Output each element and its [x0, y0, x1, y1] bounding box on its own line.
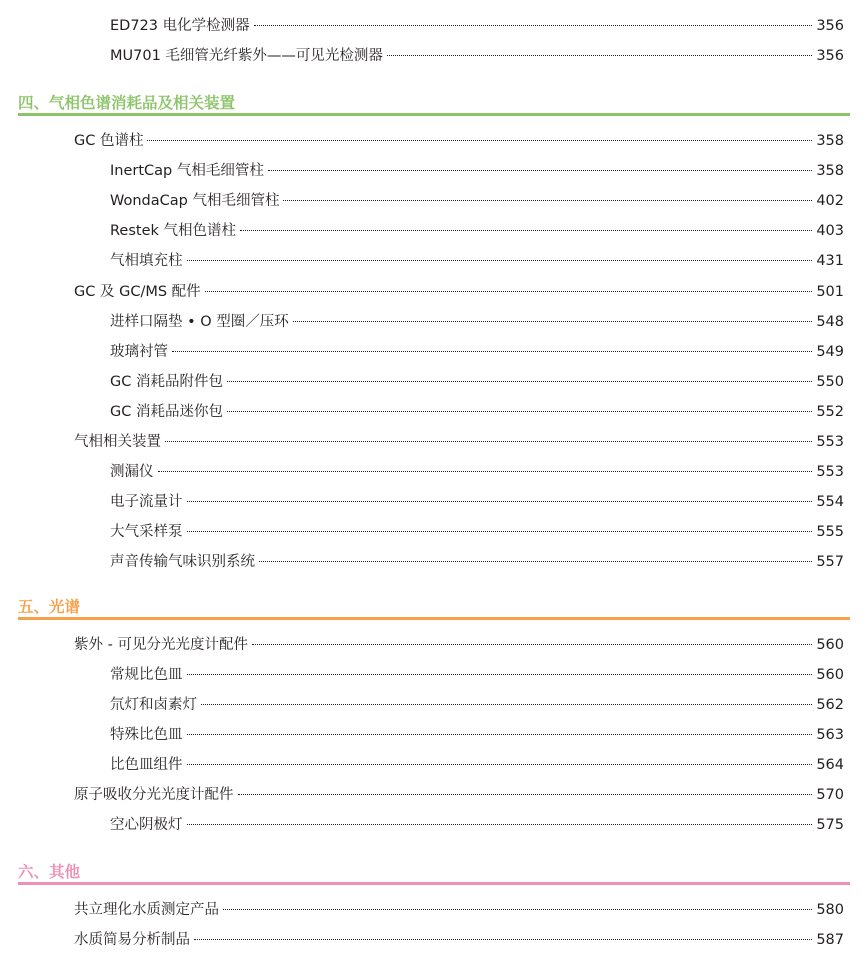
toc-entry-label: 空心阴极灯: [110, 817, 183, 833]
dot-leader: [387, 55, 812, 56]
toc-page-number: 554: [816, 494, 844, 510]
toc-page-number: 560: [816, 637, 844, 653]
section-rule: [18, 113, 850, 116]
toc-entry[interactable]: [74, 432, 844, 452]
toc-entry[interactable]: [110, 161, 844, 181]
dot-leader: [259, 561, 812, 562]
toc-entry[interactable]: [110, 522, 844, 542]
section-heading-four: [18, 92, 850, 116]
toc-entry[interactable]: [74, 282, 844, 302]
toc-entry-label: 声音传输气味识别系统: [110, 554, 255, 570]
toc-entry-label: 气相填充柱: [110, 253, 183, 269]
toc-page-number: 356: [816, 48, 844, 64]
dot-leader: [201, 704, 812, 705]
dot-leader: [158, 471, 813, 472]
toc-entry[interactable]: [74, 785, 844, 805]
dot-leader: [268, 170, 812, 171]
toc-entry-label: 特殊比色皿: [110, 727, 183, 743]
toc-page-number: 570: [816, 787, 844, 803]
toc-page-number: 575: [816, 817, 844, 833]
toc-entry-label: 氘灯和卤素灯: [110, 697, 197, 713]
toc-page-number: 587: [816, 932, 844, 948]
toc-entry-label: Restek 气相色谱柱: [110, 223, 237, 239]
section-title: 四、气相色谱消耗品及相关装置: [18, 94, 236, 112]
dot-leader: [147, 140, 812, 141]
toc-entry-label: InertCap 气相毛细管柱: [110, 163, 264, 179]
toc-entry-label: ED723 电化学检测器: [110, 18, 250, 34]
toc-entry-label: GC 及 GC/MS 配件: [74, 284, 201, 300]
toc-page-number: 555: [816, 524, 844, 540]
dot-leader: [254, 25, 813, 26]
toc-entry-label: 常规比色皿: [110, 667, 183, 683]
toc-page-number: 562: [816, 697, 844, 713]
toc-entry[interactable]: [110, 251, 844, 271]
toc-entry[interactable]: [110, 221, 844, 241]
toc-page-number: 548: [816, 314, 844, 330]
dot-leader: [187, 260, 813, 261]
toc-entry[interactable]: [110, 402, 844, 422]
toc-entry[interactable]: [74, 131, 844, 151]
dot-leader: [252, 644, 812, 645]
toc-page-number: 553: [816, 434, 844, 450]
toc-entry-label: MU701 毛细管光纤紫外——可见光检测器: [110, 48, 383, 64]
toc-entry[interactable]: [110, 191, 844, 211]
dot-leader: [223, 909, 812, 910]
section-rule: [18, 882, 850, 885]
toc-entry[interactable]: [74, 635, 844, 655]
toc-page-number: 560: [816, 667, 844, 683]
dot-leader: [227, 411, 812, 412]
toc-entry[interactable]: [110, 462, 844, 482]
toc-page-number: 549: [816, 344, 844, 360]
toc-entry[interactable]: [110, 695, 844, 715]
toc-entry-label: GC 消耗品附件包: [110, 374, 223, 390]
toc-entry-label: 紫外 - 可见分光光度计配件: [74, 637, 248, 653]
toc-entry[interactable]: [110, 552, 844, 572]
dot-leader: [227, 381, 812, 382]
toc-entry-label: 玻璃衬管: [110, 344, 168, 360]
toc-entry[interactable]: [110, 755, 844, 775]
toc-page-number: 550: [816, 374, 844, 390]
dot-leader: [187, 501, 813, 502]
toc-page-number: 402: [816, 193, 844, 209]
toc-page-number: 356: [816, 18, 844, 34]
dot-leader: [283, 200, 812, 201]
toc-page-number: 501: [816, 284, 844, 300]
dot-leader: [165, 441, 812, 442]
dot-leader: [194, 939, 812, 940]
toc-page-number: 557: [816, 554, 844, 570]
toc-entry-label: 测漏仪: [110, 464, 154, 480]
toc-entry-label: 气相相关装置: [74, 434, 161, 450]
toc-entry-label: 大气采样泵: [110, 524, 183, 540]
dot-leader: [187, 674, 813, 675]
toc-entry[interactable]: [74, 930, 844, 950]
section-heading-six: [18, 861, 850, 885]
toc-entry[interactable]: [74, 900, 844, 920]
toc-page-number: 553: [816, 464, 844, 480]
toc-page-number: 403: [816, 223, 844, 239]
toc-entry-label: 比色皿组件: [110, 757, 183, 773]
toc-entry[interactable]: [110, 492, 844, 512]
section-heading-five: [18, 596, 850, 620]
dot-leader: [293, 321, 813, 322]
toc-entry[interactable]: [110, 665, 844, 685]
toc-entry[interactable]: [110, 46, 844, 66]
dot-leader: [205, 291, 813, 292]
toc-entry[interactable]: [110, 342, 844, 362]
toc-entry-label: 水质简易分析制品: [74, 932, 190, 948]
dot-leader: [172, 351, 812, 352]
toc-page-number: 580: [816, 902, 844, 918]
dot-leader: [187, 824, 813, 825]
dot-leader: [238, 794, 813, 795]
toc-entry-label: WondaCap 气相毛细管柱: [110, 193, 280, 209]
toc-entry-label: 原子吸收分光光度计配件: [74, 787, 234, 803]
toc-entry-label: GC 消耗品迷你包: [110, 404, 223, 420]
dot-leader: [187, 531, 813, 532]
toc-page-number: 564: [816, 757, 844, 773]
section-rule: [18, 617, 850, 620]
toc-page-number: 358: [816, 133, 844, 149]
toc-entry-label: GC 色谱柱: [74, 133, 144, 149]
toc-entry-label: 电子流量计: [110, 494, 183, 510]
dot-leader: [187, 734, 813, 735]
section-title: 六、其他: [18, 863, 81, 881]
toc-entry[interactable]: [110, 312, 844, 332]
toc-page-number: 431: [816, 253, 844, 269]
toc-entry-label: 进样口隔垫 • O 型圈／压环: [110, 314, 289, 330]
dot-leader: [240, 230, 812, 231]
toc-entry[interactable]: [110, 725, 844, 745]
toc-entry[interactable]: [110, 16, 844, 36]
toc-page-number: 563: [816, 727, 844, 743]
toc-page-number: 358: [816, 163, 844, 179]
section-title: 五、光谱: [18, 598, 81, 616]
toc-page-number: 552: [816, 404, 844, 420]
toc-entry[interactable]: [110, 815, 844, 835]
dot-leader: [187, 764, 813, 765]
toc-entry-label: 共立理化水质测定产品: [74, 902, 219, 918]
toc-entry[interactable]: [110, 372, 844, 392]
